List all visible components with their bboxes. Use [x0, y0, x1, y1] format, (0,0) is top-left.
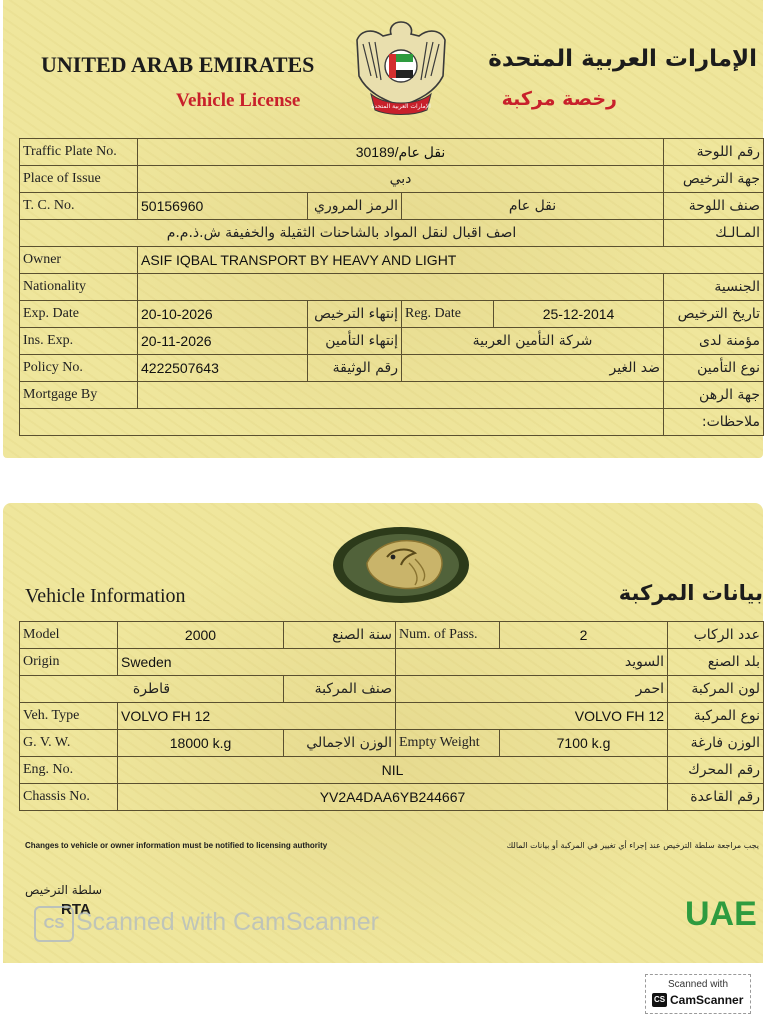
camscanner-icon: CS — [652, 993, 667, 1007]
row-vehicle-type — [20, 703, 764, 730]
notice-arabic: يجب مراجعة سلطة الترخيص عند إجراء أي تغيير في المركبة أو بيانات المالك — [506, 841, 759, 850]
exp-date-label: Exp. Date — [20, 301, 138, 328]
remarks-label-ar: ملاحظات: — [664, 409, 764, 436]
nationality-label-ar: الجنسية — [664, 274, 764, 301]
ins-exp-value: 20-11-2026 — [138, 328, 308, 355]
nationality-value — [138, 274, 664, 301]
origin-value-ar: السويد — [396, 649, 668, 676]
gvw-value: 18000 k.g — [118, 730, 284, 757]
traffic-plate-label-ar: رقم اللوحة — [664, 139, 764, 166]
insurance-type-value: ضد الغير — [402, 355, 664, 382]
vehicle-info-title: Vehicle Information — [25, 585, 186, 607]
owner-value: ASIF IQBAL TRANSPORT BY HEAVY AND LIGHT — [138, 247, 764, 274]
row-origin — [20, 649, 764, 676]
owner-label-ar: المـالـك — [664, 220, 764, 247]
remarks-value — [20, 409, 664, 436]
mortgage-label: Mortgage By — [20, 382, 138, 409]
row-ins-exp — [20, 328, 764, 355]
empty-weight-label-ar: الوزن فارغة — [668, 730, 764, 757]
vehicle-fields-table — [19, 621, 764, 811]
num-passengers-label: Num. of Pass. — [396, 622, 500, 649]
vehicle-type-value: VOLVO FH 12 — [118, 703, 396, 730]
camscanner-badge — [645, 974, 751, 1014]
num-passengers-value: 2 — [500, 622, 668, 649]
mortgage-value — [138, 382, 664, 409]
uae-emblem-icon — [353, 14, 449, 118]
chassis-no-label: Chassis No. — [20, 784, 118, 811]
camscanner-logo-icon: CS — [34, 906, 74, 942]
falcon-seal-icon — [331, 523, 471, 603]
row-engine-no — [20, 757, 764, 784]
nationality-label: Nationality — [20, 274, 138, 301]
gvw-label: G. V. W. — [20, 730, 118, 757]
insurance-type-label-ar: نوع التأمين — [664, 355, 764, 382]
traffic-plate-label: Traffic Plate No. — [20, 139, 138, 166]
owner-value-ar: اصف اقبال لنقل المواد بالشاحنات الثقيلة والخفيفة ش.ذ.م.م — [20, 220, 664, 247]
reg-date-value: 25-12-2014 — [494, 301, 664, 328]
license-fields-table — [19, 138, 764, 436]
traffic-code-label-ar: الرمز المروري — [308, 193, 402, 220]
vehicle-type-label: Veh. Type — [20, 703, 118, 730]
vehicle-type-label-ar: نوع المركبة — [668, 703, 764, 730]
traffic-plate-value: 30189/نقل عام — [138, 139, 664, 166]
vehicle-color-value: احمر — [396, 676, 668, 703]
vehicle-color-label-ar: لون المركبة — [668, 676, 764, 703]
row-chassis-no — [20, 784, 764, 811]
subtitle-english: Vehicle License — [176, 90, 301, 111]
mortgage-label-ar: جهة الرهن — [664, 382, 764, 409]
policy-no-value: 4222507643 — [138, 355, 308, 382]
row-place-of-issue — [20, 166, 764, 193]
origin-value: Sweden — [118, 649, 396, 676]
emblem-text: الإمارات العربية المتحدة — [371, 103, 431, 110]
license-expiry-label-ar: إنتهاء الترخيص — [308, 301, 402, 328]
subtitle-arabic: رخصة مركبة — [501, 88, 617, 110]
reg-date-label-ar: تاريخ الترخيص — [664, 301, 764, 328]
vehicle-info-title-ar: بيانات المركبة — [618, 581, 763, 605]
row-tc-no — [20, 193, 764, 220]
origin-label-ar: بلد الصنع — [668, 649, 764, 676]
model-label: Model — [20, 622, 118, 649]
num-passengers-label-ar: عدد الركاب — [668, 622, 764, 649]
row-remarks — [20, 409, 764, 436]
row-exp-date — [20, 301, 764, 328]
row-model — [20, 622, 764, 649]
vehicle-type-value-secondary: VOLVO FH 12 — [396, 703, 668, 730]
title-english: UNITED ARAB EMIRATES — [41, 52, 315, 77]
insurance-expiry-label-ar: إنتهاء التأمين — [308, 328, 402, 355]
row-nationality — [20, 274, 764, 301]
plate-class-label-ar: صنف اللوحة — [664, 193, 764, 220]
empty-weight-value: 7100 k.g — [500, 730, 668, 757]
row-owner — [20, 247, 764, 274]
origin-label: Origin — [20, 649, 118, 676]
exp-date-value: 20-10-2026 — [138, 301, 308, 328]
uae-mark: UAE — [685, 895, 757, 933]
chassis-no-label-ar: رقم القاعدة — [668, 784, 764, 811]
authority-label-ar: سلطة الترخيص — [25, 883, 103, 897]
year-made-label-ar: سنة الصنع — [284, 622, 396, 649]
chassis-no-value: YV2A4DAA6YB244667 — [118, 784, 668, 811]
place-of-issue-label-ar: جهة الترخيص — [664, 166, 764, 193]
engine-no-label-ar: رقم المحرك — [668, 757, 764, 784]
title-arabic: الإمارات العربية المتحدة — [488, 46, 757, 72]
engine-no-label: Eng. No. — [20, 757, 118, 784]
tc-no-label: T. C. No. — [20, 193, 138, 220]
model-value: 2000 — [118, 622, 284, 649]
place-of-issue-label: Place of Issue — [20, 166, 138, 193]
row-gvw — [20, 730, 764, 757]
row-owner-arabic — [20, 220, 764, 247]
row-mortgage — [20, 382, 764, 409]
gross-weight-label-ar: الوزن الاجمالي — [284, 730, 396, 757]
policy-no-label: Policy No. — [20, 355, 138, 382]
insurer-value: شركة التأمين العربية — [402, 328, 664, 355]
vehicle-class-label-ar: صنف المركبة — [284, 676, 396, 703]
notice-english: Changes to vehicle or owner information must be notified to licensing authority — [25, 841, 328, 850]
vehicle-license-front — [3, 0, 763, 458]
authority-name: RTA — [61, 901, 91, 918]
place-of-issue-value: دبي — [138, 166, 664, 193]
vehicle-class-value: قاطرة — [20, 676, 284, 703]
policy-number-label-ar: رقم الوثيقة — [308, 355, 402, 382]
row-color-class — [20, 676, 764, 703]
reg-date-label: Reg. Date — [402, 301, 494, 328]
owner-label: Owner — [20, 247, 138, 274]
scan-watermark: Scanned with CamScanner — [76, 908, 379, 936]
empty-weight-label: Empty Weight — [396, 730, 500, 757]
badge-line-1: Scanned with — [667, 979, 729, 990]
plate-class-value: نقل عام — [402, 193, 664, 220]
vehicle-license-back — [3, 503, 763, 963]
row-traffic-plate — [20, 139, 764, 166]
ins-exp-label: Ins. Exp. — [20, 328, 138, 355]
insurer-label-ar: مؤمنة لدى — [664, 328, 764, 355]
engine-no-value: NIL — [118, 757, 668, 784]
badge-line-2: CamScanner — [670, 993, 744, 1007]
tc-no-value: 50156960 — [138, 193, 308, 220]
row-policy-no — [20, 355, 764, 382]
